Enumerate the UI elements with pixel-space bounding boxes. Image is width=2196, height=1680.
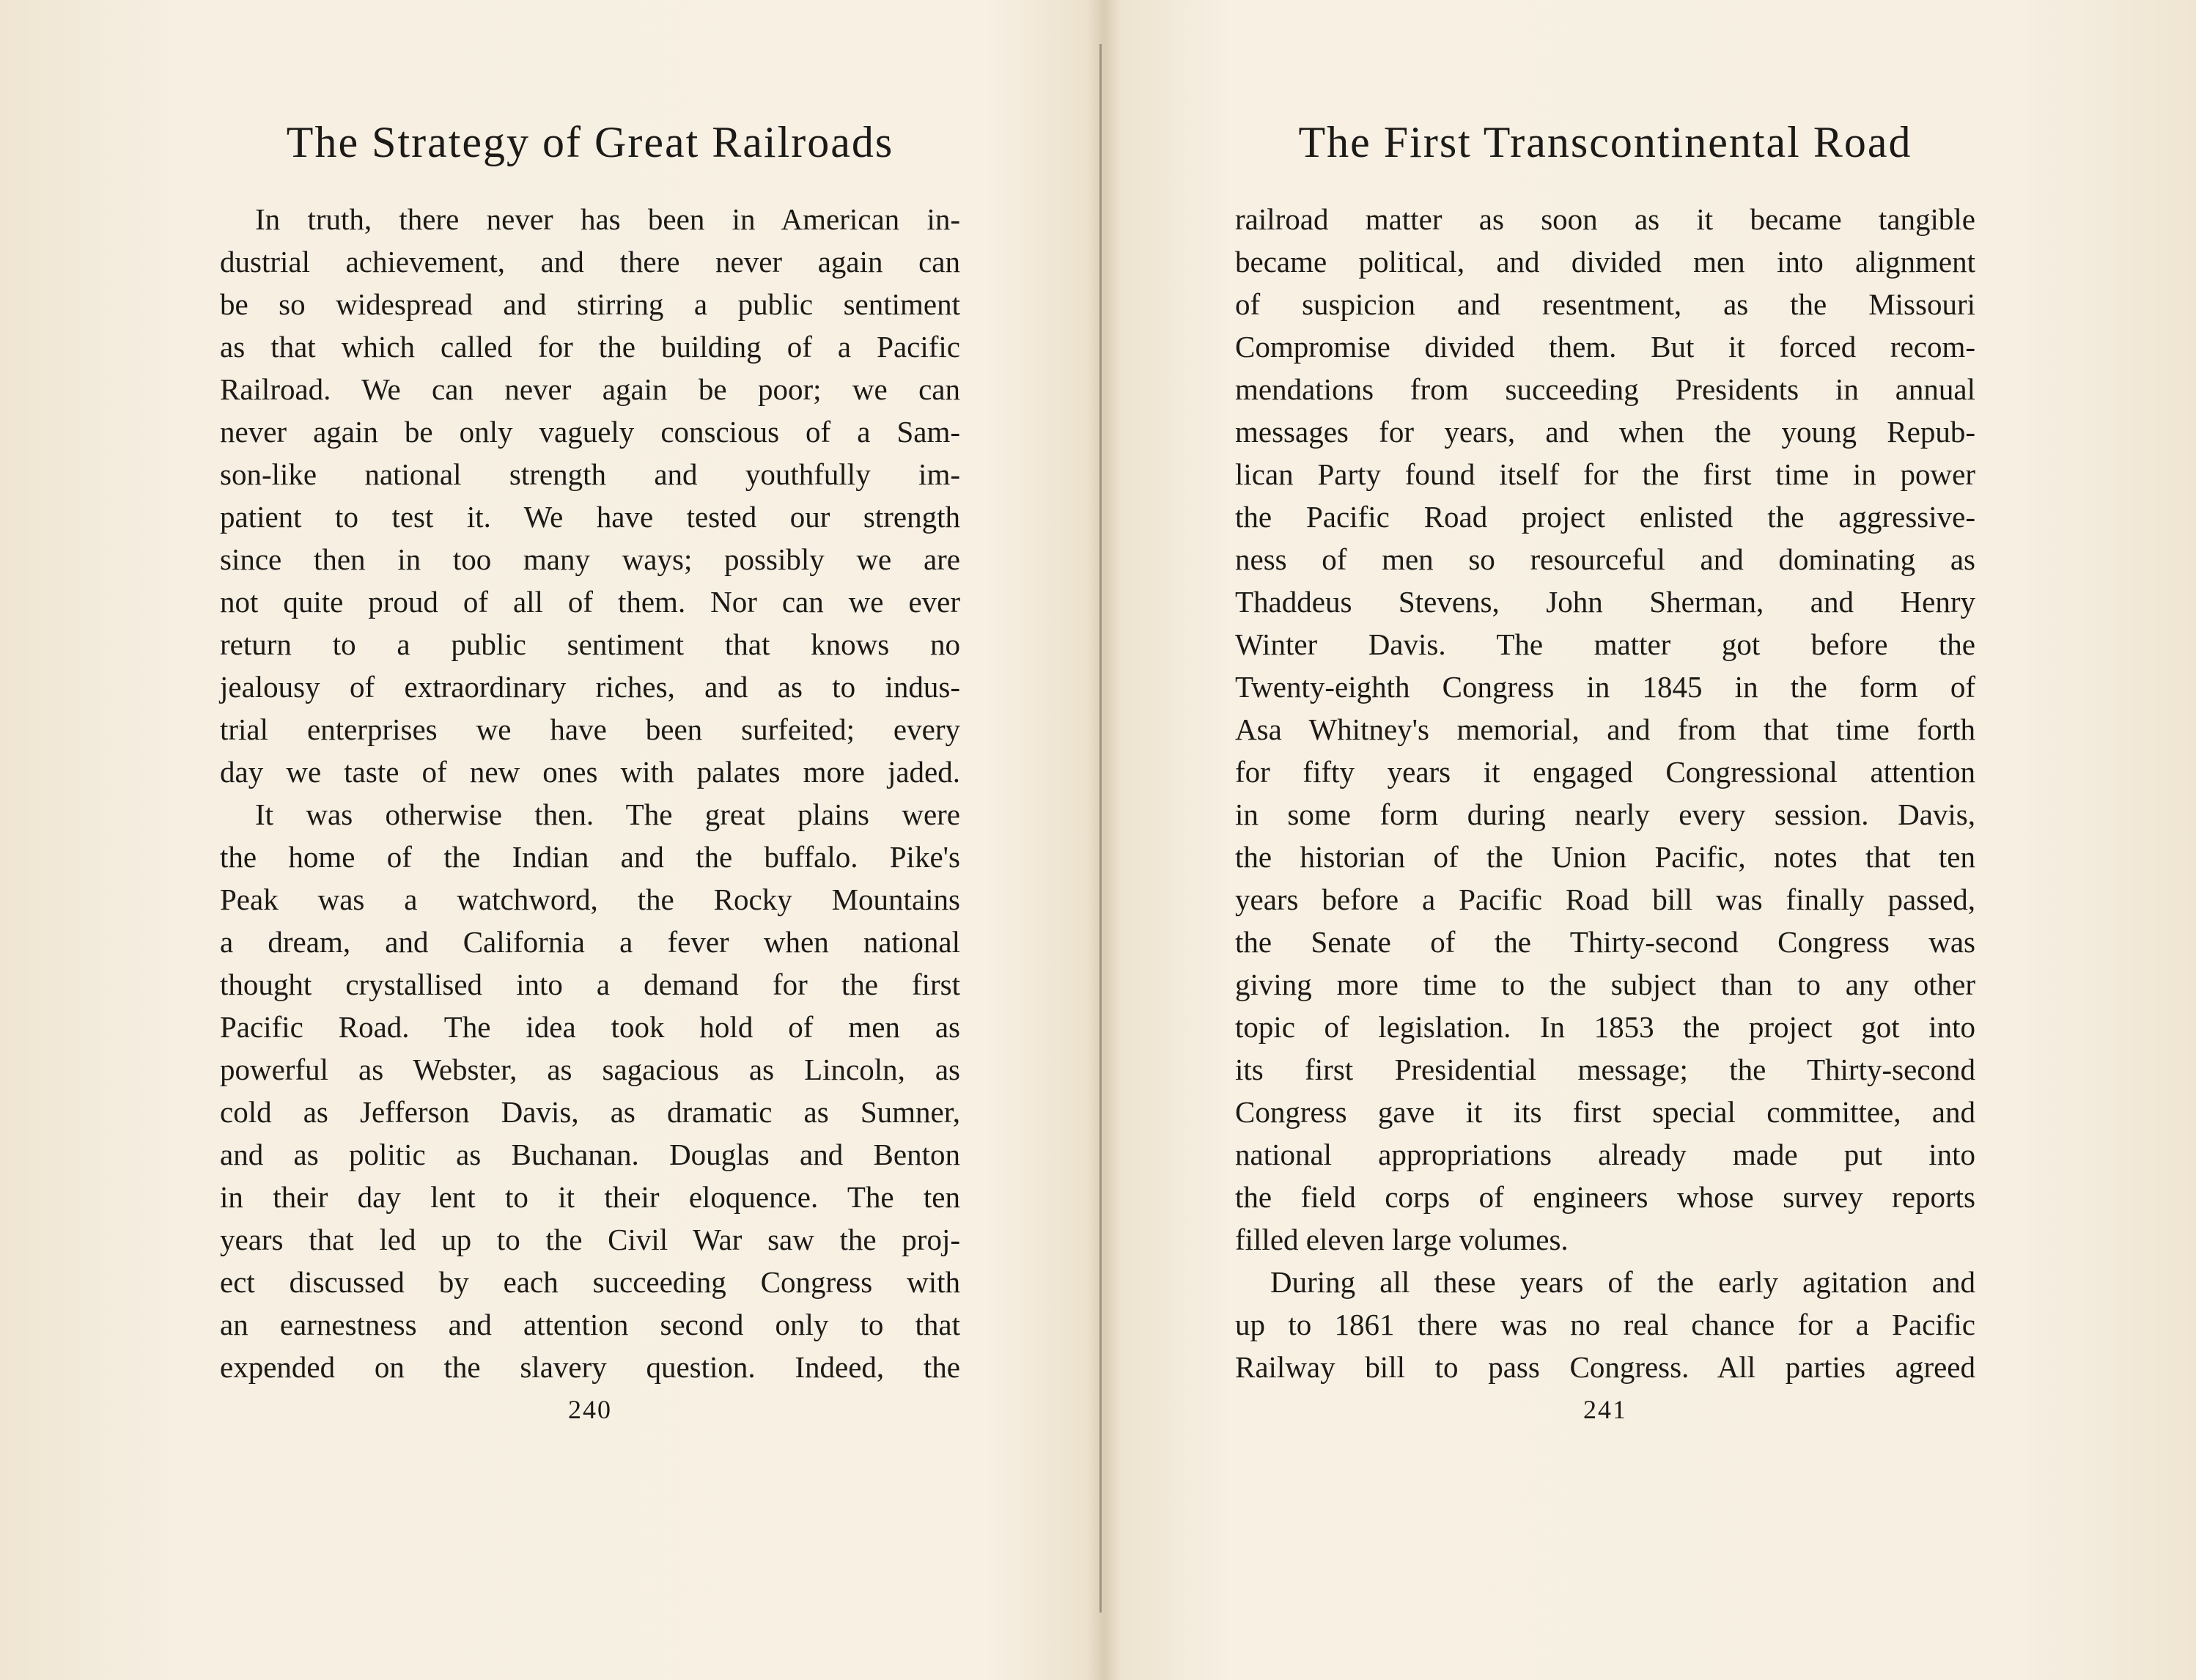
- text-line: years before a Pacific Road bill was finally passed,: [1235, 883, 1975, 916]
- text-line: the Pacific Road project enlisted the aggressive-: [1235, 500, 1975, 534]
- text-line: return to a public sentiment that knows no: [220, 627, 960, 661]
- left-running-head: The Strategy of Great Railroads: [286, 118, 894, 166]
- text-line: the Senate of the Thirty-second Congress was: [1235, 925, 1975, 959]
- text-line: became political, and divided men into alignment: [1235, 245, 1975, 279]
- text-line: the field corps of engineers whose survey reports: [1235, 1180, 1975, 1214]
- text-line: as that which called for the building of a Pacific: [220, 330, 960, 364]
- text-line: Twenty-eighth Congress in 1845 in the form of: [1235, 670, 1975, 704]
- text-line: Pacific Road. The idea took hold of men as: [220, 1010, 960, 1044]
- text-line: mendations from succeeding Presidents in annual: [1235, 372, 1975, 406]
- right-text-block: [1235, 198, 1975, 1388]
- text-line: its first Presidential message; the Thirty-second: [1235, 1053, 1975, 1086]
- text-line: Winter Davis. The matter got before the: [1235, 627, 1975, 661]
- text-line: railroad matter as soon as it became tangible: [1235, 202, 1975, 236]
- text-line: an earnestness and attention second only to that: [220, 1308, 960, 1341]
- text-line: and as politic as Buchanan. Douglas and Benton: [220, 1138, 960, 1171]
- text-line: ness of men so resourceful and dominating as: [1235, 542, 1975, 576]
- text-line: Congress gave it its first special committee, and: [1235, 1095, 1975, 1129]
- text-line: years that led up to the Civil War saw the proj-: [220, 1223, 960, 1256]
- text-line: Asa Whitney's memorial, and from that time forth: [1235, 712, 1975, 746]
- text-line: Railway bill to pass Congress. All parties agreed: [1235, 1350, 1975, 1384]
- book-gutter: [1099, 44, 1102, 1613]
- text-line: Peak was a watchword, the Rocky Mountains: [220, 883, 960, 916]
- text-line: day we taste of new ones with palates more jaded.: [220, 755, 960, 789]
- text-line: messages for years, and when the young Repub-: [1235, 415, 1975, 449]
- text-line: son-like national strength and youthfully im-: [220, 457, 960, 491]
- text-line: national appropriations already made put into: [1235, 1138, 1975, 1171]
- text-line: dustrial achievement, and there never again can: [220, 245, 960, 279]
- text-line: be so widespread and stirring a public sentiment: [220, 287, 960, 321]
- left-page-number: 240: [568, 1395, 612, 1424]
- right-running-head: The First Transcontinental Road: [1298, 118, 1912, 166]
- text-line: Thaddeus Stevens, John Sherman, and Henry: [1235, 585, 1975, 619]
- text-line: filled eleven large volumes.: [1235, 1223, 1569, 1256]
- text-line: lican Party found itself for the first time in power: [1235, 457, 1975, 491]
- text-line: expended on the slavery question. Indeed, the: [220, 1350, 960, 1384]
- text-line: jealousy of extraordinary riches, and as to indus-: [220, 670, 960, 704]
- text-line: cold as Jefferson Davis, as dramatic as Sumner,: [220, 1095, 960, 1129]
- text-line: Railroad. We can never again be poor; we can: [220, 372, 960, 406]
- text-line: never again be only vaguely conscious of a Sam-: [220, 415, 960, 449]
- left-page: [220, 0, 960, 1680]
- text-line: of suspicion and resentment, as the Missouri: [1235, 287, 1975, 321]
- text-line: It was otherwise then. The great plains were: [255, 797, 960, 831]
- text-line: ect discussed by each succeeding Congress with: [220, 1265, 960, 1299]
- text-line: In truth, there never has been in American in-: [255, 202, 960, 236]
- text-line: not quite proud of all of them. Nor can we ever: [220, 585, 960, 619]
- text-line: for fifty years it engaged Congressional attention: [1235, 755, 1975, 789]
- text-line: in some form during nearly every session. Davis,: [1235, 797, 1975, 831]
- text-line: a dream, and California a fever when national: [220, 925, 960, 959]
- text-line: in their day lent to it their eloquence. The ten: [220, 1180, 960, 1214]
- text-line: During all these years of the early agitation and: [1270, 1265, 1975, 1299]
- text-line: Compromise divided them. But it forced recom-: [1235, 330, 1975, 364]
- text-line: the historian of the Union Pacific, notes that ten: [1235, 840, 1975, 874]
- text-line: powerful as Webster, as sagacious as Lincoln, as: [220, 1053, 960, 1086]
- text-line: giving more time to the subject than to any other: [1235, 968, 1975, 1001]
- text-line: since then in too many ways; possibly we are: [220, 542, 960, 576]
- text-line: topic of legislation. In 1853 the project got into: [1235, 1010, 1975, 1044]
- text-line: trial enterprises we have been surfeited; every: [220, 712, 960, 746]
- text-line: up to 1861 there was no real chance for a Pacific: [1235, 1308, 1975, 1341]
- text-line: thought crystallised into a demand for the first: [220, 968, 960, 1001]
- left-text-block: [220, 198, 960, 1388]
- right-page-number: 241: [1583, 1395, 1627, 1424]
- text-line: the home of the Indian and the buffalo. Pike's: [220, 840, 960, 874]
- text-line: patient to test it. We have tested our strength: [220, 500, 960, 534]
- right-page: [1235, 0, 1975, 1680]
